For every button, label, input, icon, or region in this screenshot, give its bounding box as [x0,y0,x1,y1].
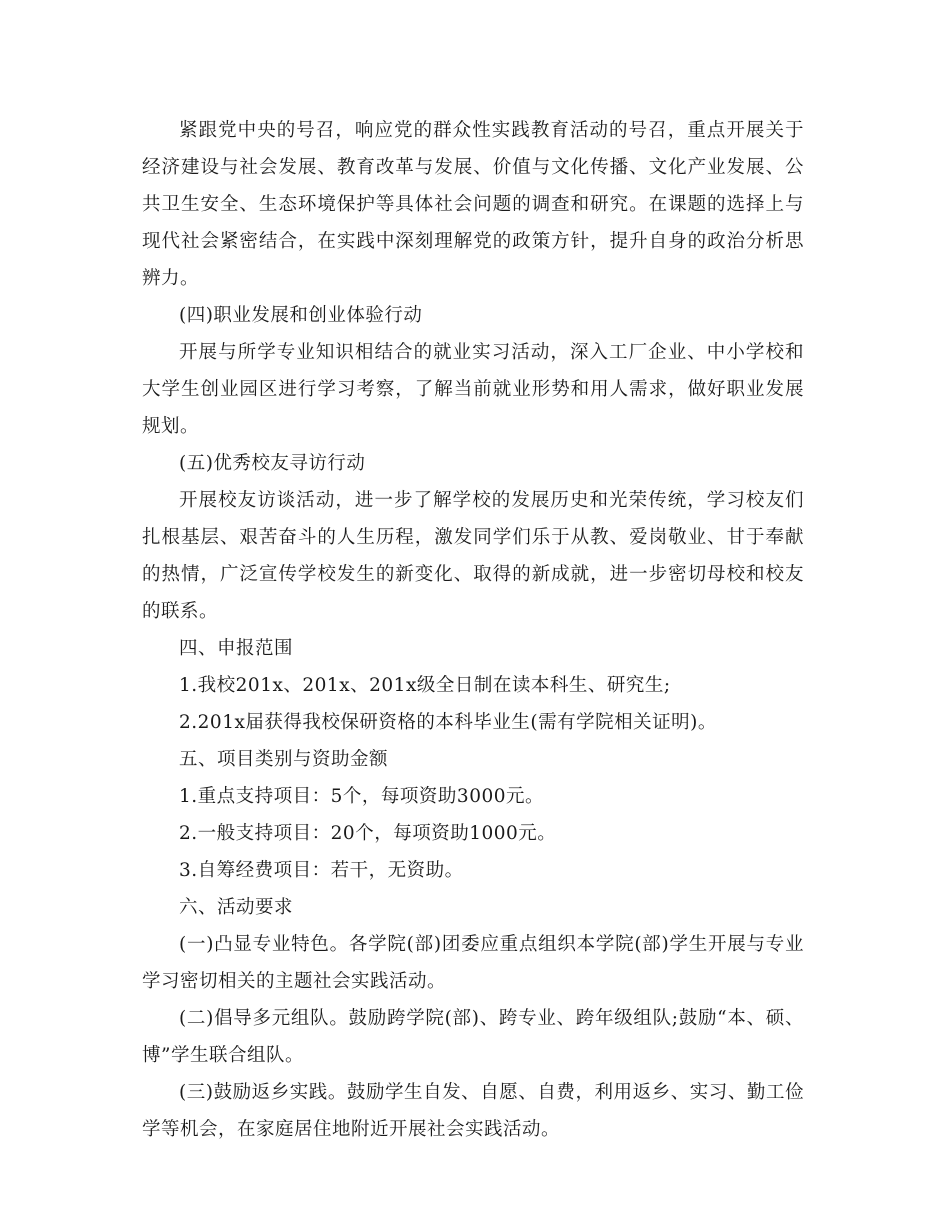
category-item-2: 2.一般支持项目：20个，每项资助1000元。 [179,823,557,844]
heading-career-action: (四)职业发展和创业体验行动 [179,305,423,326]
paragraph-career-action: 开展与所学专业知识相结合的就业实习活动，深入工厂企业、中小学校和大学生创业园区进行学习考察，了解当前就业形势和用人需求，做好职业发展规划。 [142,342,804,437]
category-item-3: 3.自筹经费项目：若干，无资助。 [179,860,464,881]
requirement-item-2: (二)倡导多元组队。鼓励跨学院(部)、跨专业、跨年级组队;鼓励“本、硕、博”学生联合组队。 [142,1008,804,1066]
heading-project-categories: 五、项目类别与资助金额 [179,749,389,770]
scope-item-1: 1.我校201x、201x、201x级全日制在读本科生、研究生; [179,675,671,696]
heading-activity-requirements: 六、活动要求 [179,897,294,918]
category-item-1: 1.重点支持项目：5个，每项资助3000元。 [179,786,545,807]
paragraph-social-research: 紧跟党中央的号召，响应党的群众性实践教育活动的号召，重点开展关于经济建设与社会发展、教育改革与发展、价值与文化传播、文化产业发展、公共卫生安全、生态环境保护等具体社会问题的调查和研究。在课题的选择上与现代社会紧密结合，在实践中深刻理解党的政策方针，提升自身的政治分析思辨力。 [142,120,804,289]
heading-alumni-action: (五)优秀校友寻访行动 [179,453,366,474]
document-body [142,112,804,1148]
scope-item-2: 2.201x届获得我校保研资格的本科毕业生(需有学院相关证明)。 [179,712,717,733]
requirement-item-3: (三)鼓励返乡实践。鼓励学生自发、自愿、自费，利用返乡、实习、勤工俭学等机会，在家庭居住地附近开展社会实践活动。 [142,1082,804,1140]
heading-application-scope: 四、申报范围 [179,638,294,659]
requirement-item-1: (一)凸显专业特色。各学院(部)团委应重点组织本学院(部)学生开展与专业学习密切相关的主题社会实践活动。 [142,934,804,992]
paragraph-alumni-action: 开展校友访谈活动，进一步了解学校的发展历史和光荣传统，学习校友们扎根基层、艰苦奋斗的人生历程，激发同学们乐于从教、爱岗敬业、甘于奉献的热情，广泛宣传学校发生的新变化、取得的新成就，进一步密切母校和校友的联系。 [142,490,804,622]
